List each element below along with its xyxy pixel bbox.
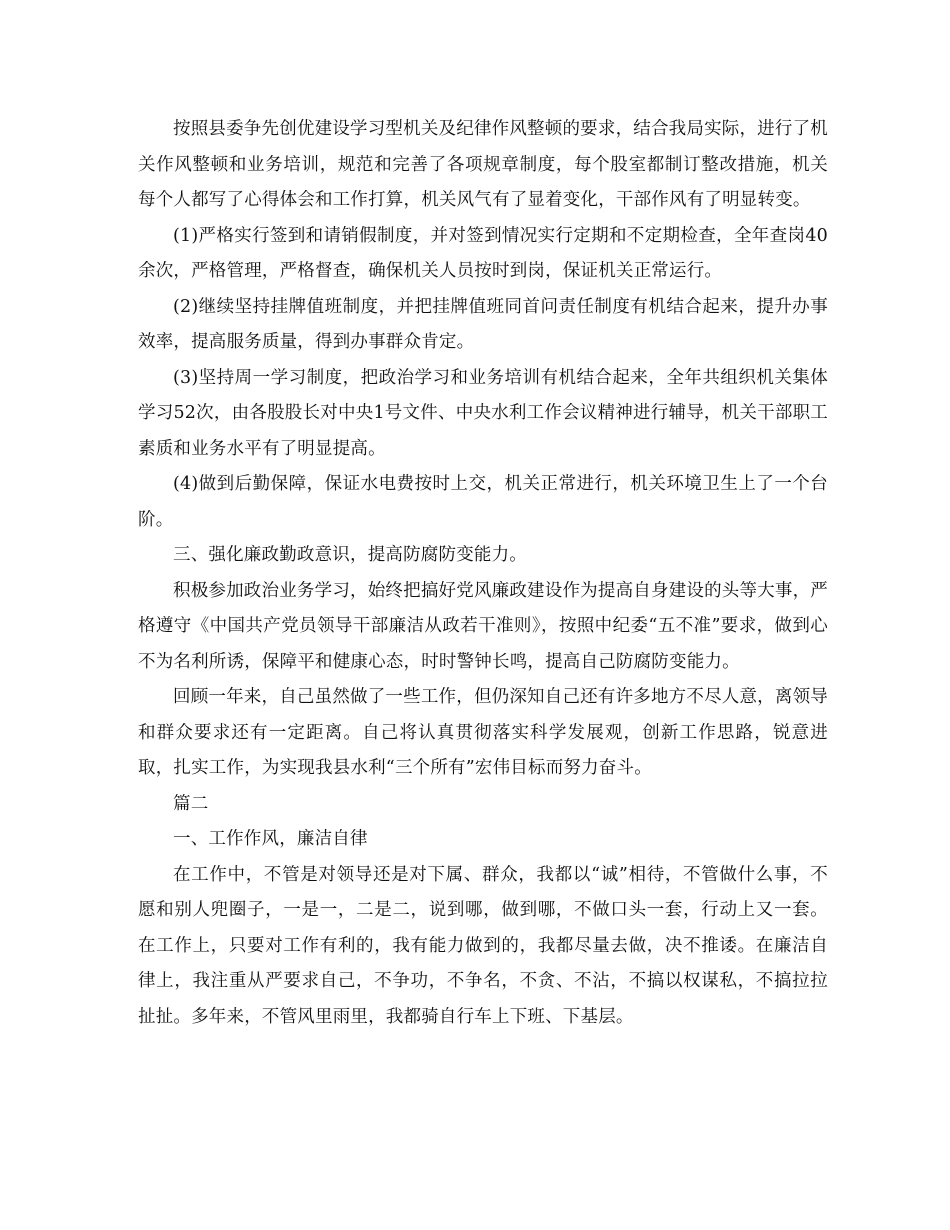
document-page (138, 112, 828, 1035)
paragraph-item-1: (1)严格实行签到和请销假制度，并对签到情况实行定期和不定期检查，全年查岗40余次，严格管理，严格督查，确保机关人员按时到岗，保证机关正常运行。 (138, 225, 828, 281)
paragraph-work-style: 在工作中，不管是对领导还是对下属、群众，我都以“诚”相待，不管做什么事，不愿和别人兜圈子，一是一，二是二，说到哪，做到哪，不做口头一套，行动上又一套。在工作上，只要对工作有利的，我有能力做到的，我都尽量去做，决不推诿。在廉洁自律上，我注重从严要求自己，不争功，不争名，不贪、不沾，不搞以权谋私，不搞拉拉扯扯。多年来，不管风里雨里，我都骑自行车上下班、下基层。 (138, 864, 828, 1027)
paragraph-item-4: (4)做到后勤保障，保证水电费按时上交，机关正常进行，机关环境卫生上了一个台阶。 (138, 474, 828, 530)
paragraph-review: 回顾一年来，自己虽然做了一些工作，但仍深知自己还有许多地方不尽人意，离领导和群众要求还有一定距离。自己将认真贯彻落实科学发展观，创新工作思路，锐意进取，扎实工作，为实现我县水利“三个所有”宏伟目标而努力奋斗。 (138, 687, 828, 778)
paragraph-integrity: 积极参加政治业务学习，始终把搞好党风廉政建设作为提高自身建设的头等大事，严格遵守《中国共产党员领导干部廉洁从政若干准则》，按照中纪委“五不准”要求，做到心不为名利所诱，保障平和健康心态，时时警钟长鸣，提高自己防腐防变能力。 (138, 580, 828, 672)
part-two-heading: 篇二 (173, 793, 209, 814)
paragraph-item-2: (2)继续坚持挂牌值班制度，并把挂牌值班同首问责任制度有机结合起来，提升办事效率，提高服务质量，得到办事群众肯定。 (138, 296, 828, 352)
paragraph-item-3: (3)坚持周一学习制度，把政治学习和业务培训有机结合起来，全年共组织机关集体学习52次，由各股股长对中央1号文件、中央水利工作会议精神进行辅导，机关干部职工素质和业务水平有了明显提高。 (138, 367, 828, 459)
section-heading-three: 三、强化廉政勤政意识，提高防腐防变能力。 (173, 545, 527, 565)
section-heading-one: 一、工作作风，廉洁自律 (173, 829, 368, 849)
paragraph-rectification: 按照县委争先创优建设学习型机关及纪律作风整顿的要求，结合我局实际，进行了机关作风整顿和业务培训，规范和完善了各项规章制度，每个股室都制订整改措施，机关每个人都写了心得体会和工作打算，机关风气有了显着变化，干部作风有了明显转变。 (138, 119, 828, 210)
